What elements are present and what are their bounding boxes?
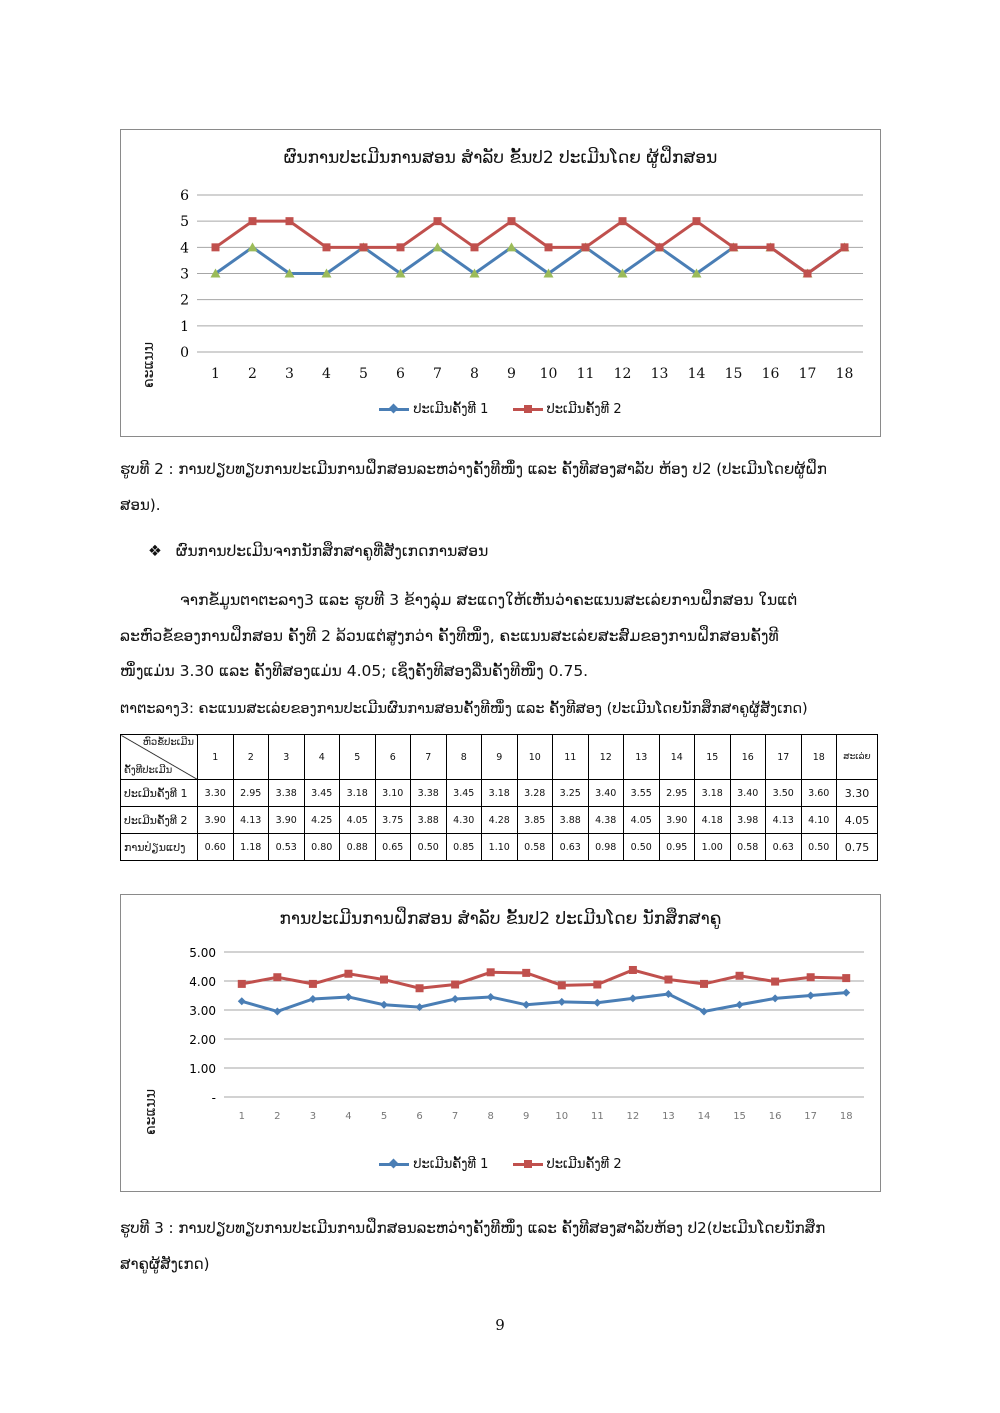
x-tick-label: 1 (211, 366, 220, 382)
table-cell: 3.10 (375, 780, 411, 807)
data-point (273, 1007, 281, 1015)
column-header: 3 (269, 735, 305, 780)
figure-caption-2: ຮູບທີ 2 : ການປຽບທຽບການປະເມີນການຝຶກສອນລະຫວ່າງຄັ້ງທີໜຶ່ງ ແລະ ຄັ້ງທີສອງສາລັບ ຫ້ອງ ປ2 (ປະເມີນໂດຍຜູ້ຝຶກ (120, 460, 827, 478)
legend-item-series1 (379, 402, 488, 417)
x-tick-label: 8 (487, 1111, 494, 1122)
x-tick-label: 15 (724, 366, 743, 382)
series-line (242, 970, 846, 988)
data-point (842, 974, 850, 982)
table-cell: 3.88 (553, 807, 589, 834)
x-tick-label: 3 (285, 366, 294, 382)
table-cell: 0.85 (446, 834, 482, 861)
chart-legend (121, 400, 880, 417)
table-cell: 3.60 (801, 780, 837, 807)
x-tick-label: 9 (507, 366, 516, 382)
column-header: 7 (411, 735, 447, 780)
data-point (736, 972, 744, 980)
average-cell: 4.05 (837, 807, 878, 834)
y-tick-label: 1.00 (189, 1062, 216, 1076)
table-cell: 3.90 (659, 807, 695, 834)
data-point (664, 976, 672, 984)
data-point (286, 217, 294, 225)
table-cell: 3.38 (411, 780, 447, 807)
data-point (767, 243, 775, 251)
table-cell: 4.25 (304, 807, 340, 834)
data-point (273, 973, 281, 981)
average-cell: 3.30 (837, 780, 878, 807)
table-cell: 4.13 (233, 807, 269, 834)
column-header: 15 (695, 735, 731, 780)
data-point (804, 270, 812, 278)
chart-teacher-evaluation (120, 129, 881, 437)
x-tick-label: 12 (626, 1111, 640, 1122)
table-cell: 3.18 (340, 780, 376, 807)
legend-item-series2 (513, 402, 622, 417)
x-tick-label: 17 (804, 1111, 818, 1122)
x-tick-label: 11 (576, 366, 595, 382)
figure-caption-3: ຮູບທີ 3 : ການປຽບທຽບການປະເມີນການຝຶກສອນລະຫວ່າງຄັ້ງທີໜຶ່ງ ແລະ ຄັ້ງທີສອງສາລັບຫ້ອງ ປ2(ປະເມີນໂດຍນັກສຶກ (120, 1219, 826, 1237)
table-cell: 4.13 (766, 807, 802, 834)
paragraph-line: ໜຶ່ງແມ່ນ 3.30 ແລະ ຄັ້ງທີສອງແມ່ນ 4.05; ເຊິ່ງຄັ້ງທີສອງລື່ນຄັ້ງທີໜຶ່ງ 0.75. (120, 662, 589, 680)
table-cell: 3.40 (588, 780, 624, 807)
average-cell: 0.75 (837, 834, 878, 861)
chart-plot (121, 130, 882, 438)
y-tick-label: 0 (180, 345, 189, 361)
y-tick-label: 1 (180, 318, 189, 335)
table-cell: 3.55 (624, 780, 660, 807)
data-point (451, 980, 459, 988)
column-header: 14 (659, 735, 695, 780)
data-point (593, 980, 601, 988)
x-tick-label: 14 (697, 1111, 711, 1122)
x-tick-label: 1 (238, 1111, 245, 1122)
column-header: 12 (588, 735, 624, 780)
x-tick-label: 4 (322, 366, 331, 382)
data-point (360, 243, 368, 251)
column-header: 9 (482, 735, 518, 780)
x-tick-label: 7 (451, 1111, 459, 1122)
table-row (121, 807, 878, 834)
data-point (522, 1001, 530, 1009)
x-tick-label: 6 (416, 1111, 423, 1122)
table-cell: 0.50 (801, 834, 837, 861)
data-point (593, 999, 601, 1007)
data-point (309, 980, 317, 988)
row-header: ປະເມີນຄັ້ງທີ 1 (121, 780, 198, 807)
section-heading (148, 534, 913, 568)
data-point (558, 998, 566, 1006)
column-header: 18 (801, 735, 837, 780)
data-point (238, 997, 246, 1005)
table-cell: 0.50 (411, 834, 447, 861)
x-tick-label: 15 (733, 1111, 746, 1122)
table-cell: 0.53 (269, 834, 305, 861)
x-tick-label: 18 (835, 366, 854, 382)
y-tick-label: 3.00 (189, 1004, 216, 1018)
legend-label: ປະເມີນຄັ້ງທີ 1 (413, 1157, 489, 1172)
chart-legend (121, 1155, 880, 1172)
column-header: 5 (340, 735, 376, 780)
row-header: ປະເມີນຄັ້ງທີ 2 (121, 807, 198, 834)
figure-caption-3-cont: ສາຄູຜູ້ສັງເກດ) (120, 1255, 210, 1273)
x-tick-label: 12 (613, 366, 632, 382)
x-tick-label: 11 (590, 1111, 604, 1122)
average-column-header: ສະເລ່ຍ (837, 735, 878, 780)
data-point (451, 995, 459, 1003)
column-header: 11 (553, 735, 589, 780)
table-cell: 3.50 (766, 780, 802, 807)
data-point (212, 243, 220, 251)
table-cell: 3.88 (411, 807, 447, 834)
score-table (120, 734, 878, 861)
chart-title: ຜົນການປະເມີນການສອນ ສຳລັບ ຂັ້ນປ2 ປະເມີນໂດຍ ຜູ້ຝຶກສອນ (283, 148, 718, 168)
x-tick-label: 14 (687, 366, 706, 382)
table-corner-cell (121, 735, 198, 780)
x-tick-label: 8 (470, 366, 479, 382)
table-row (121, 780, 878, 807)
data-point (771, 994, 779, 1002)
legend-label: ປະເມີນຄັ້ງທີ 2 (546, 1157, 622, 1172)
column-header: 2 (233, 735, 269, 780)
paragraph-line: ຈາກຂໍ້ມູນຕາຕະລາງ3 ແລະ ຮູບທີ 3 ຂ້າງລຸ່ມ ສະແດງໃຫ້ເຫັນວ່າຄະແນນສະເລ່ຍການຝຶກສອນ ໃນແຕ່ (180, 591, 798, 609)
data-point (558, 981, 566, 989)
x-tick-label: 13 (662, 1111, 675, 1122)
data-point (434, 217, 442, 225)
data-point (397, 243, 405, 251)
table-cell: 2.95 (233, 780, 269, 807)
table-cell: 4.18 (695, 807, 731, 834)
x-tick-label: 16 (768, 1111, 782, 1122)
data-point (249, 217, 257, 225)
y-axis-label: ຄະແນນ (141, 341, 157, 388)
table-cell: 1.00 (695, 834, 731, 861)
row-header: ການປ່ຽນແປງ (121, 834, 198, 861)
data-point (693, 217, 701, 225)
x-tick-label: 6 (396, 366, 405, 382)
data-point (629, 994, 637, 1002)
y-tick-label: 5 (180, 214, 189, 231)
table-cell: 3.85 (517, 807, 553, 834)
y-axis-label: ຄະແນນ (143, 1088, 159, 1135)
chart-title: ການປະເມີນການຝຶກສອນ ສຳລັບ ຂັ້ນປ2 ປະເມີນໂດຍ ນັກສຶກສາຄູ (279, 909, 722, 929)
table-cell: 0.95 (659, 834, 695, 861)
legend-item-series2 (513, 1157, 622, 1172)
y-tick-label: 2.00 (189, 1033, 216, 1047)
column-header: 1 (198, 735, 234, 780)
chart-student-evaluation (120, 894, 881, 1192)
data-point (545, 243, 553, 251)
table-cell: 3.30 (198, 780, 234, 807)
table-cell: 0.65 (375, 834, 411, 861)
x-tick-label: 2 (248, 366, 257, 382)
column-header: 16 (730, 735, 766, 780)
x-tick-label: 17 (798, 366, 817, 382)
x-tick-label: 3 (309, 1111, 317, 1122)
data-point (380, 976, 388, 984)
data-point (582, 243, 590, 251)
table-cell: 3.90 (269, 807, 305, 834)
table-cell: 4.05 (340, 807, 376, 834)
x-tick-label: 5 (359, 366, 368, 382)
table-cell: 3.40 (730, 780, 766, 807)
chart-plot (121, 895, 882, 1193)
data-point (471, 243, 479, 251)
table-cell: 0.58 (517, 834, 553, 861)
table-cell: 3.45 (446, 780, 482, 807)
column-header: 6 (375, 735, 411, 780)
legend-item-series1 (379, 1157, 488, 1172)
y-tick-label: 4.00 (189, 975, 216, 989)
column-header: 17 (766, 735, 802, 780)
y-tick-label: 4 (180, 240, 189, 257)
table-cell: 0.88 (340, 834, 376, 861)
data-point (807, 992, 815, 1000)
table-cell: 3.98 (730, 807, 766, 834)
figure-caption-2-cont: ສອນ). (120, 496, 161, 514)
table-cell: 4.05 (624, 807, 660, 834)
x-tick-label: 9 (523, 1111, 530, 1122)
x-tick-label: 7 (433, 366, 442, 382)
table-cell: 3.18 (695, 780, 731, 807)
y-tick-label: 5.00 (189, 946, 216, 960)
x-tick-label: 10 (555, 1111, 569, 1122)
page-number: 9 (495, 1316, 505, 1334)
table-cell: 0.80 (304, 834, 340, 861)
data-point (344, 993, 352, 1001)
table-cell: 4.38 (588, 807, 624, 834)
table-cell: 0.50 (624, 834, 660, 861)
table-cell: 3.45 (304, 780, 340, 807)
data-point (323, 243, 331, 251)
x-tick-label: 13 (650, 366, 669, 382)
corner-bottom-label: ຄັ້ງທີປະເມີນ (124, 765, 173, 776)
x-tick-label: 10 (539, 366, 558, 382)
x-tick-label: 4 (345, 1111, 352, 1122)
bullet-diamond-icon: ❖ (148, 542, 162, 560)
x-tick-label: 18 (839, 1111, 853, 1122)
x-tick-label: 2 (274, 1111, 281, 1122)
y-tick-label: 3 (180, 266, 189, 283)
table-cell: 1.10 (482, 834, 518, 861)
table-cell: 4.30 (446, 807, 482, 834)
data-point (700, 980, 708, 988)
y-tick-label: 6 (180, 188, 189, 204)
data-point (842, 989, 850, 997)
table-cell: 3.25 (553, 780, 589, 807)
data-point (656, 243, 664, 251)
x-tick-label: 16 (761, 366, 780, 382)
table-cell: 2.95 (659, 780, 695, 807)
data-point (730, 243, 738, 251)
data-point (771, 978, 779, 986)
column-header: 13 (624, 735, 660, 780)
data-point (629, 966, 637, 974)
table-cell: 3.90 (198, 807, 234, 834)
column-header: 10 (517, 735, 553, 780)
y-tick-label: 2 (180, 292, 189, 309)
data-point (487, 993, 495, 1001)
series-line (242, 993, 846, 1012)
table-cell: 0.63 (766, 834, 802, 861)
table-cell: 4.28 (482, 807, 518, 834)
table-cell: 3.75 (375, 807, 411, 834)
table-cell: 3.38 (269, 780, 305, 807)
paragraph-line: ລະຫົວຂໍ້ຂອງການຝຶກສອນ ຄັ້ງທີ 2 ລ້ວນແຕ່ສູງກວ່າ ຄັ້ງທີໜຶ່ງ, ຄະແນນສະເລ່ຍສະສົມຂອງການຝຶກສອນຄັ້ງທີ (120, 627, 779, 645)
table-cell: 0.60 (198, 834, 234, 861)
table-row (121, 834, 878, 861)
data-point (522, 969, 530, 977)
corner-top-label: ຫົວຂໍ້ປະເມີນ (142, 737, 194, 748)
data-point (508, 217, 516, 225)
data-point (238, 980, 246, 988)
column-header: 8 (446, 735, 482, 780)
table-cell: 4.10 (801, 807, 837, 834)
y-tick-label: - (211, 1091, 216, 1105)
table-cell: 1.18 (233, 834, 269, 861)
data-point (841, 243, 849, 251)
x-tick-label: 5 (380, 1111, 388, 1122)
data-point (344, 970, 352, 978)
table-title: ຕາຕະລາງ3: ຄະແນນສະເລ່ຍຂອງການປະເມີນຜົນການສອນຄັ້ງທີໜຶ່ງ ແລະ ຄັ້ງທີສອງ (ປະເມີນໂດຍນັກສຶກສາຄູຜູ້ສັງເກດ) (120, 701, 808, 717)
table-cell: 0.58 (730, 834, 766, 861)
series-line (216, 247, 845, 273)
data-point (619, 217, 627, 225)
data-point (309, 995, 317, 1003)
table-cell: 3.18 (482, 780, 518, 807)
section-heading-text: ຜົນການປະເມີນຈາກນັກສຶກສາຄູທີ່ສັງເກດການສອນ (175, 542, 489, 560)
table-cell: 3.28 (517, 780, 553, 807)
data-point (380, 1001, 388, 1009)
column-header: 4 (304, 735, 340, 780)
table-header-row (121, 735, 878, 780)
data-point (487, 968, 495, 976)
legend-label: ປະເມີນຄັ້ງທີ 1 (413, 402, 489, 417)
table-cell: 0.98 (588, 834, 624, 861)
legend-label: ປະເມີນຄັ້ງທີ 2 (546, 402, 622, 417)
table-cell: 0.63 (553, 834, 589, 861)
data-point (807, 973, 815, 981)
data-point (736, 1001, 744, 1009)
data-point (416, 984, 424, 992)
